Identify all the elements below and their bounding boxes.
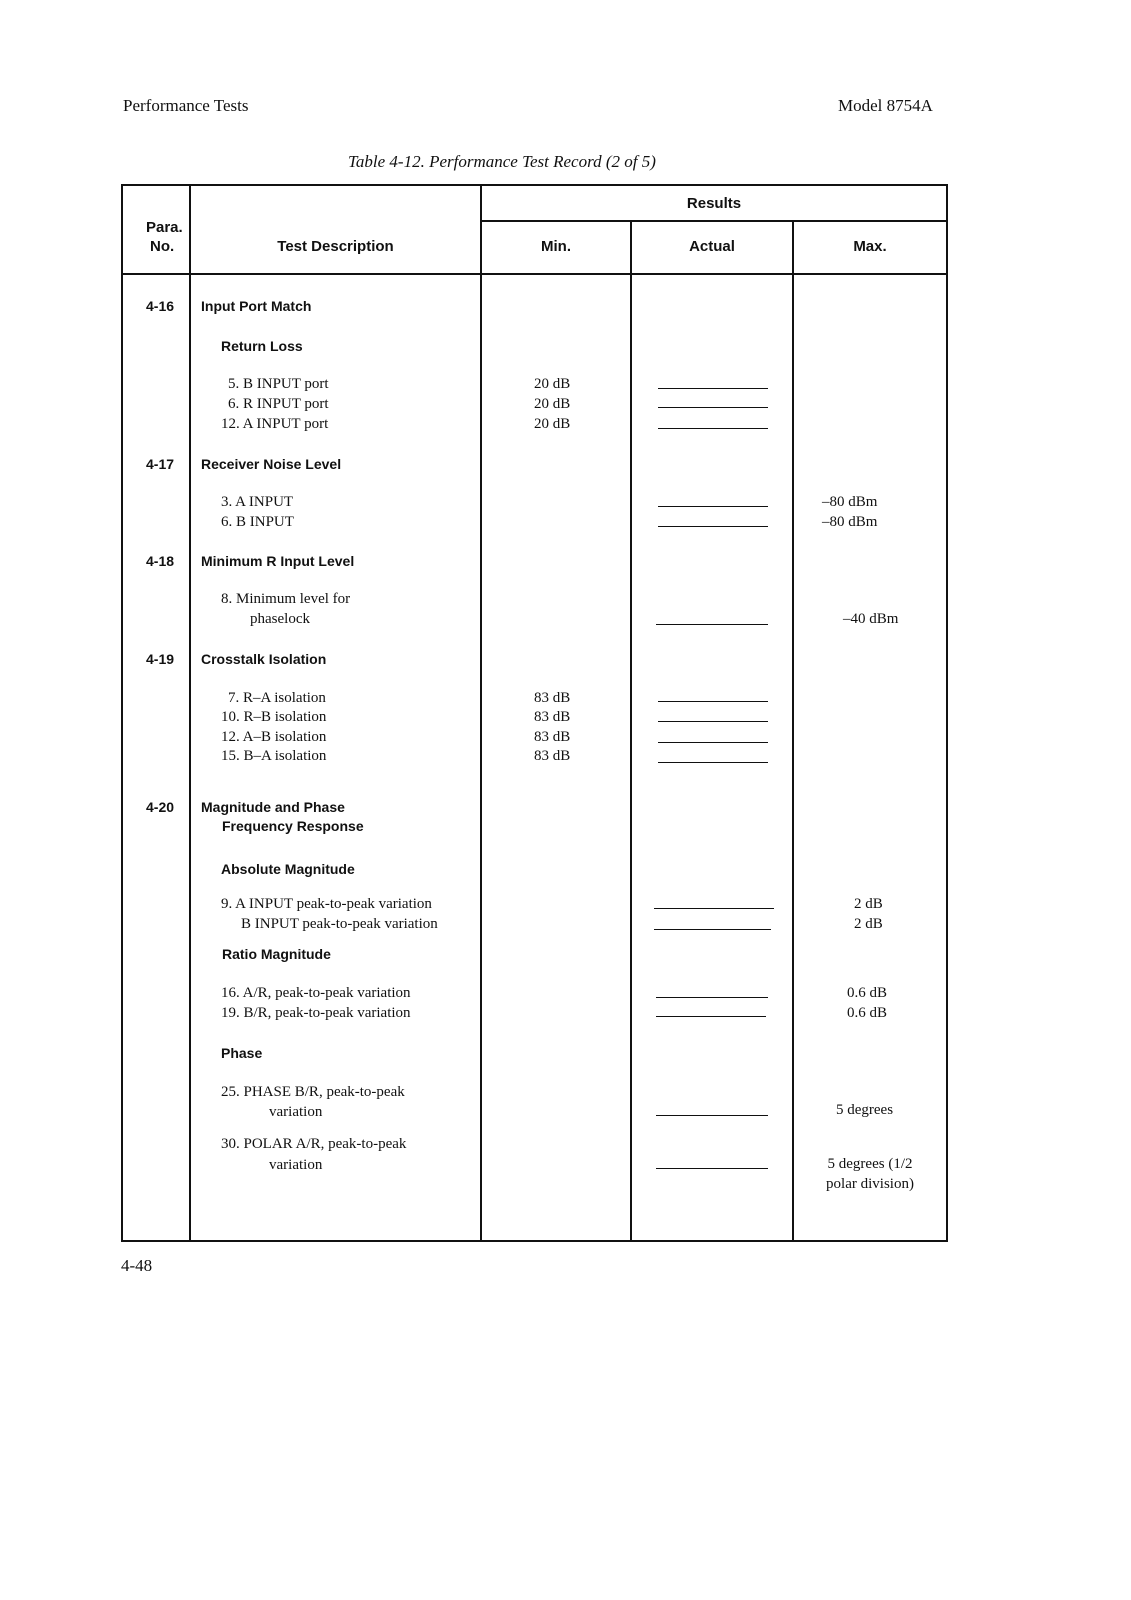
section-title: Magnitude and Phase: [201, 799, 345, 815]
actual-blank[interactable]: [658, 701, 768, 702]
col-header-para: [146, 218, 183, 256]
para-number: 4-17: [146, 456, 175, 472]
col-header-para-line2: No.: [150, 238, 175, 255]
actual-blank[interactable]: [656, 997, 768, 998]
page-number: 4-48: [121, 1256, 153, 1275]
actual-blank[interactable]: [658, 762, 768, 763]
test-item: 19. B/R, peak-to-peak variation: [221, 1005, 411, 1021]
header-bottom-rule: [121, 273, 948, 275]
col-header-para-line1: Para.: [146, 219, 183, 236]
subsection-title: Ratio Magnitude: [222, 946, 331, 962]
subsection-title: Absolute Magnitude: [221, 861, 355, 877]
actual-blank[interactable]: [654, 908, 774, 909]
actual-blank[interactable]: [658, 388, 768, 389]
col-header-description: Test Description: [277, 238, 394, 255]
col-divider-para: [189, 184, 191, 1242]
actual-blank[interactable]: [658, 407, 768, 408]
test-item-continuation: variation: [269, 1157, 323, 1173]
test-item: 12. A INPUT port: [221, 416, 329, 432]
section-title: Input Port Match: [201, 298, 312, 314]
test-item: 6. B INPUT: [221, 514, 294, 530]
min-value: 20 dB: [534, 376, 571, 392]
table-top-border: [123, 184, 948, 186]
table-bottom-border: [121, 1240, 948, 1242]
col-header-results: Results: [686, 195, 742, 212]
actual-blank[interactable]: [658, 526, 768, 527]
test-item: 6. R INPUT port: [228, 396, 329, 412]
col-header-actual: Actual: [689, 238, 735, 255]
test-item: 7. R–A isolation: [228, 690, 326, 706]
min-value: 20 dB: [534, 396, 571, 412]
max-value-line1: 5 degrees (1/2: [827, 1156, 913, 1172]
para-number: 4-19: [146, 651, 175, 667]
actual-blank[interactable]: [658, 721, 768, 722]
col-divider-desc: [480, 184, 482, 1242]
col-header-max: Max.: [853, 238, 887, 255]
min-value: 83 dB: [534, 709, 571, 725]
actual-blank[interactable]: [656, 1016, 766, 1017]
test-item-continuation: phaselock: [250, 611, 310, 627]
max-value: 5 degrees: [836, 1102, 894, 1118]
para-number: 4-16: [146, 298, 175, 314]
actual-blank[interactable]: [658, 506, 768, 507]
test-item: 10. R–B isolation: [221, 709, 327, 725]
min-value: 83 dB: [534, 690, 571, 706]
actual-blank[interactable]: [658, 428, 768, 429]
section-title: Receiver Noise Level: [201, 456, 342, 472]
test-item: 5. B INPUT port: [228, 376, 329, 392]
para-number: 4-20: [146, 799, 175, 815]
max-value: –40 dBm: [843, 611, 899, 627]
max-value: 0.6 dB: [847, 1005, 888, 1021]
subsection-title: Return Loss: [221, 338, 303, 354]
section-title: Crosstalk Isolation: [201, 651, 327, 667]
max-value-line2: polar division): [826, 1176, 914, 1192]
actual-blank[interactable]: [656, 624, 768, 625]
max-value: [794, 1154, 946, 1194]
test-item: 3. A INPUT: [221, 494, 294, 510]
subsection-title: Phase: [221, 1045, 263, 1061]
test-item: 15. B–A isolation: [221, 748, 327, 764]
test-item: 16. A/R, peak-to-peak variation: [221, 985, 411, 1001]
section-title-continuation: Frequency Response: [222, 818, 364, 834]
para-number: 4-18: [146, 553, 175, 569]
col-header-min: Min.: [541, 238, 571, 255]
min-value: 20 dB: [534, 416, 571, 432]
test-item-continuation: variation: [269, 1104, 323, 1120]
running-header-left: Performance Tests: [123, 96, 249, 115]
test-item: 9. A INPUT peak-to-peak variation: [221, 896, 432, 912]
table-caption: Table 4-12. Performance Test Record (2 of 5): [348, 152, 656, 171]
test-item: 25. PHASE B/R, peak-to-peak: [221, 1084, 405, 1100]
test-item: B INPUT peak-to-peak variation: [241, 916, 438, 932]
col-divider-actual: [792, 221, 794, 1242]
max-value: –80 dBm: [822, 494, 878, 510]
actual-blank[interactable]: [656, 1115, 768, 1116]
test-item: 8. Minimum level for: [221, 591, 351, 607]
min-value: 83 dB: [534, 748, 571, 764]
actual-blank[interactable]: [654, 929, 771, 930]
section-title: Minimum R Input Level: [201, 553, 355, 569]
min-value: 83 dB: [534, 729, 571, 745]
results-rule: [480, 220, 948, 222]
test-item: 12. A–B isolation: [221, 729, 327, 745]
table-left-border: [121, 184, 123, 1242]
col-divider-min: [630, 221, 632, 1242]
max-value: –80 dBm: [822, 514, 878, 530]
max-value: 2 dB: [854, 916, 883, 932]
max-value: 2 dB: [854, 896, 883, 912]
actual-blank[interactable]: [656, 1168, 768, 1169]
max-value: 0.6 dB: [847, 985, 888, 1001]
actual-blank[interactable]: [658, 742, 768, 743]
running-header-right: Model 8754A: [838, 96, 933, 115]
test-item: 30. POLAR A/R, peak-to-peak: [221, 1136, 407, 1152]
table-right-border: [946, 184, 948, 1242]
